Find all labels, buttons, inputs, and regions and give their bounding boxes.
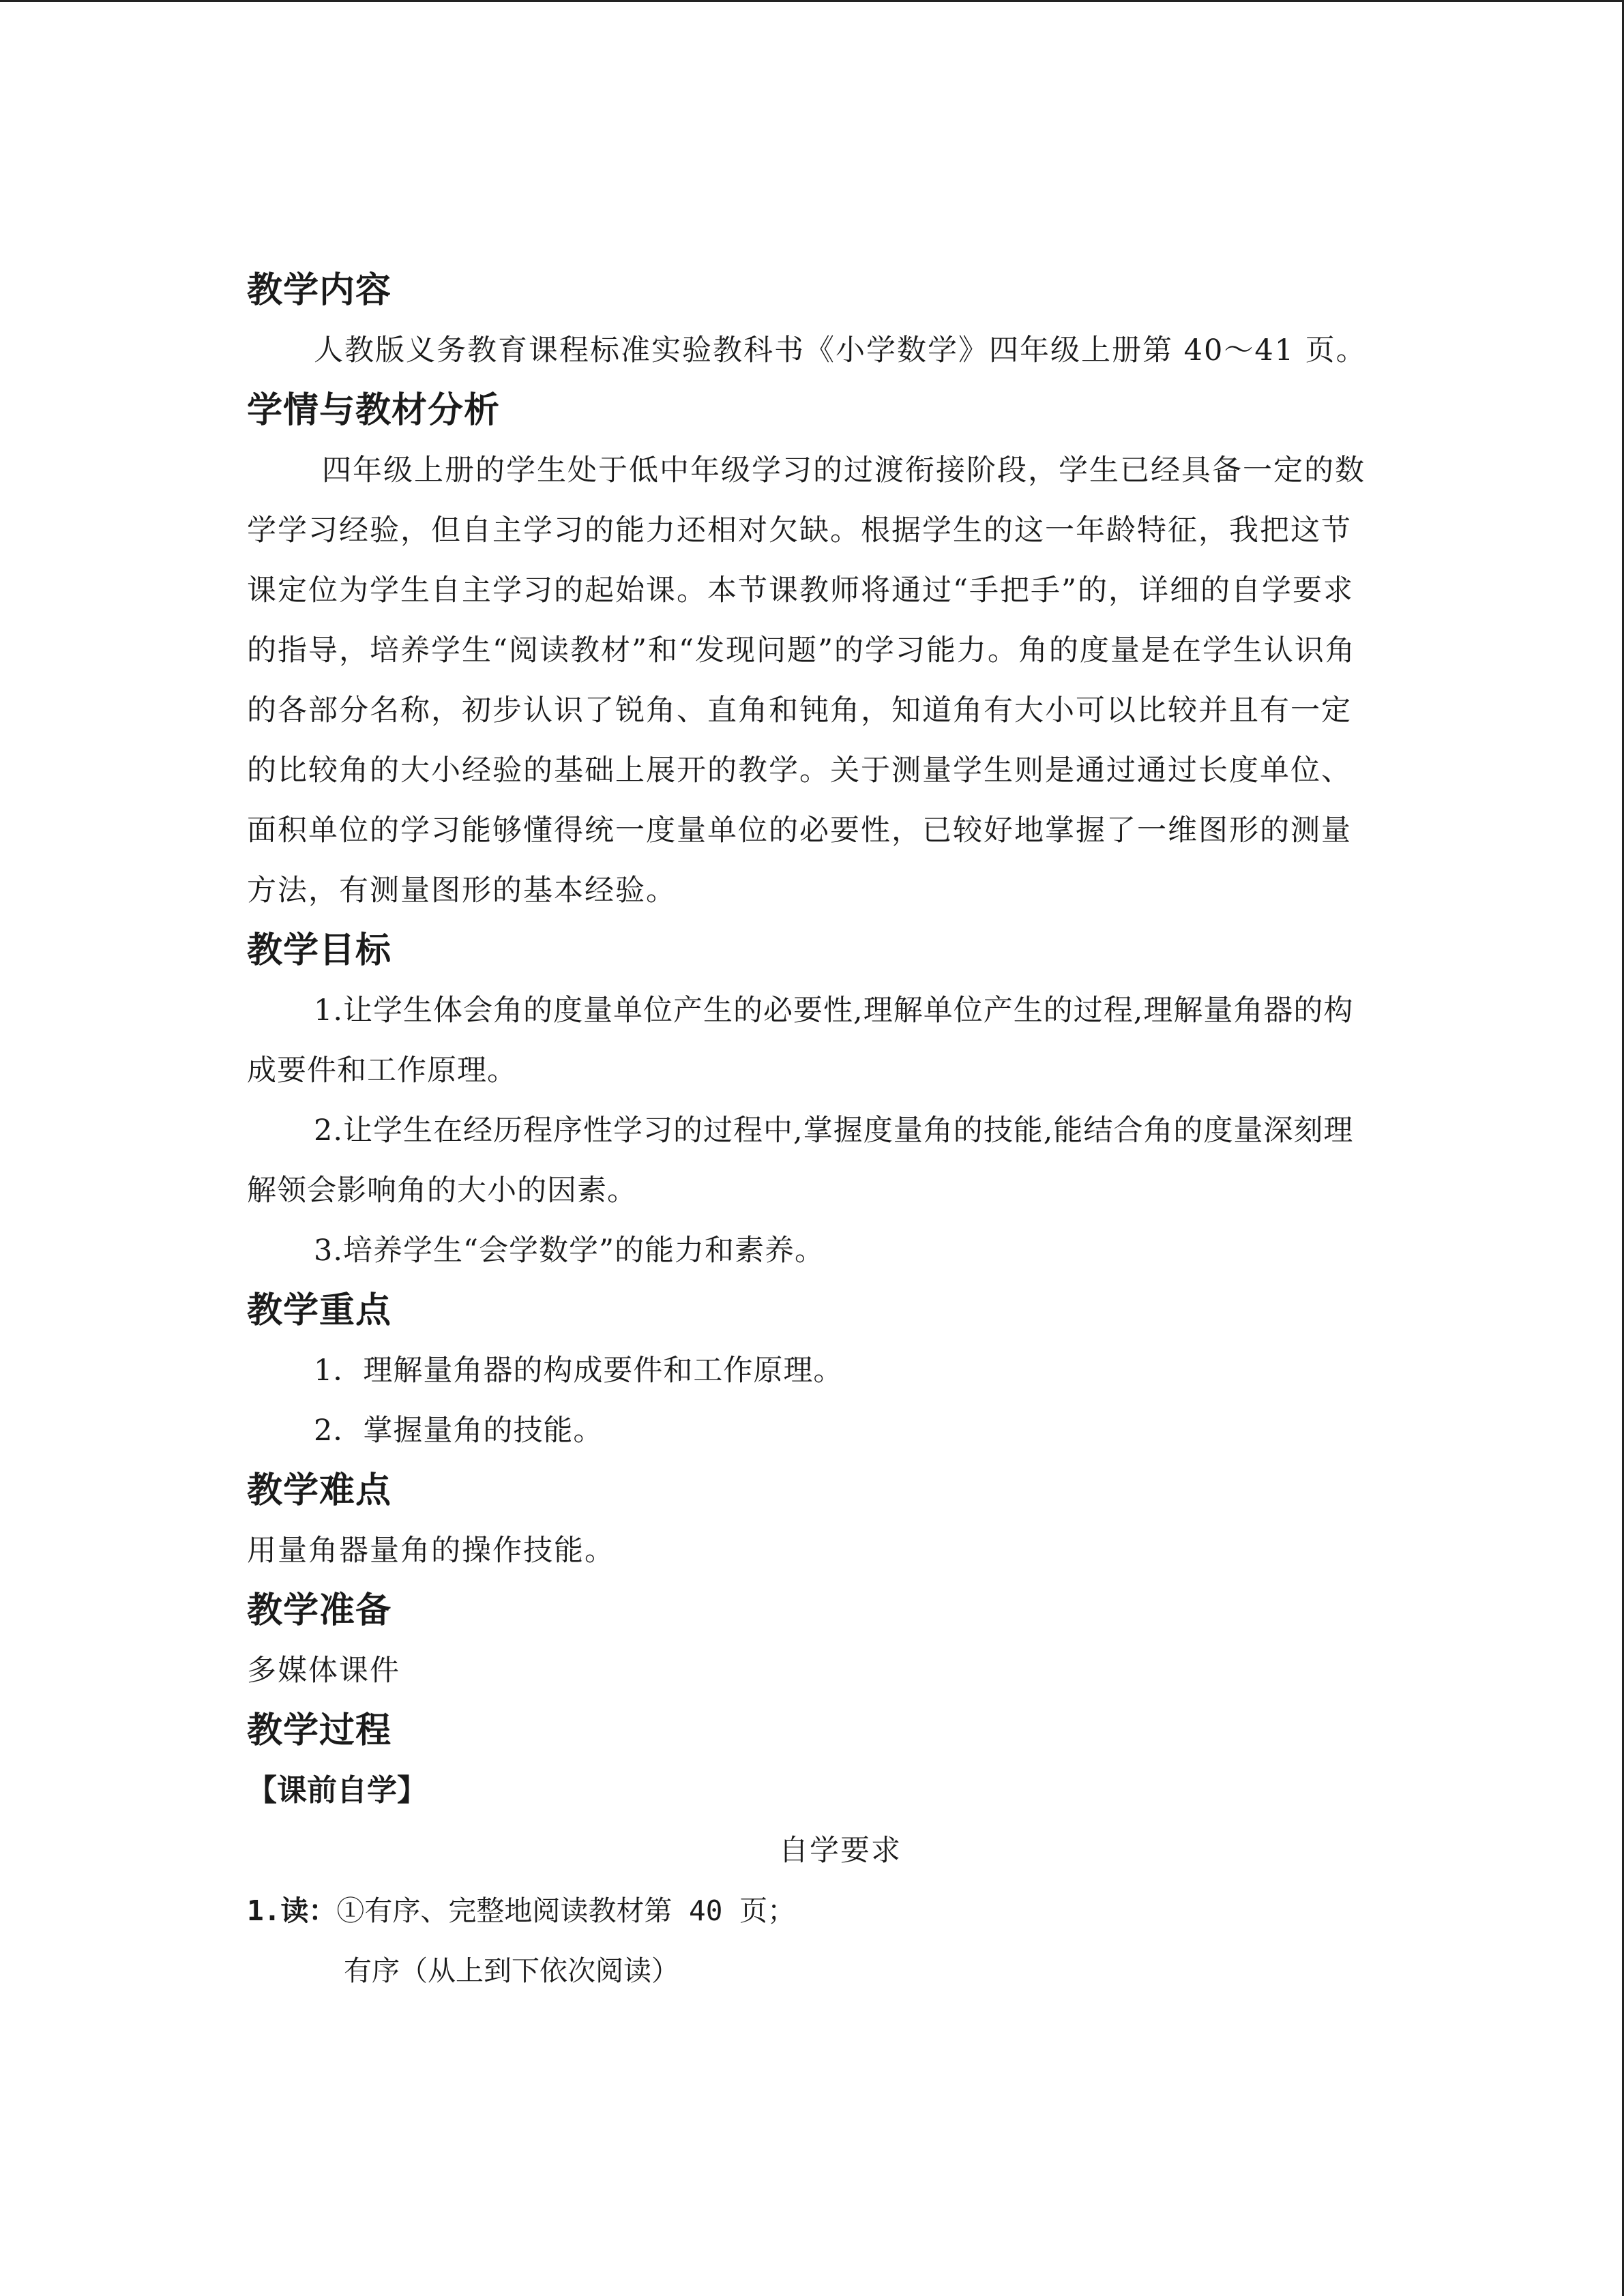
read-text: ①有序、完整地阅读教材第 40 页； (336, 1894, 796, 1927)
goal-item-2: 2.让学生在经历程序性学习的过程中,掌握度量角的技能,能结合角的度量深刻理解领会影响角的大小的因素。 (247, 1114, 1354, 1208)
read-label: 1.读： (247, 1894, 337, 1927)
page-border-top (0, 0, 1624, 2)
heading-process: 教学过程 (247, 1710, 392, 1751)
read-requirement (247, 1881, 1372, 1941)
heading-content: 教学内容 (247, 270, 392, 311)
pre-class-subheading: 【课前自学】 (247, 1773, 427, 1808)
heading-key-points: 教学重点 (247, 1290, 392, 1331)
document-body (247, 260, 1372, 2001)
heading-analysis: 学情与教材分析 (247, 390, 501, 431)
heading-preparation: 教学准备 (247, 1590, 392, 1631)
key-point-item-2: 2．掌握量角的技能。 (314, 1414, 604, 1448)
difficulty-text: 用量角器量角的操作技能。 (247, 1534, 615, 1568)
content-text: 人教版义务教育课程标准实验教科书《小学数学》四年级上册第 40～41 页。 (314, 333, 1367, 368)
read-subtext: 有序（从上到下依次阅读） (344, 1954, 679, 1987)
goal-item-3: 3.培养学生“会学数学”的能力和素养。 (314, 1234, 825, 1268)
self-study-title: 自学要求 (779, 1834, 902, 1868)
heading-goals: 教学目标 (247, 930, 392, 971)
goal-item-1: 1.让学生体会角的度量单位产生的必要性,理解单位产生的过程,理解量角器的构成要件和工作原理。 (247, 994, 1354, 1088)
preparation-text: 多媒体课件 (247, 1654, 400, 1688)
key-point-item-1: 1．理解量角器的构成要件和工作原理。 (314, 1354, 844, 1388)
heading-difficulty: 教学难点 (247, 1470, 392, 1511)
analysis-text: 四年级上册的学生处于低中年级学习的过渡衔接阶段，学生已经具备一定的数学学习经验，但自主学习的能力还相对欠缺。根据学生的这一年龄特征，我把这节课定位为学生自主学习的起始课。本节课教师将通过“手把手”的，详细的自学要求的指导，培养学生“阅读教材”和“发现问题”的学习能力。角的度量是在学生认识角的各部分名称，初步认识了锐角、直角和钝角，知道角有大小可以比较并且有一定的比较角的大小经验的基础上展开的教学。关于测量学生则是通过通过长度单位、面积单位的学习能够懂得统一度量单位的必要性，已较好地掌握了一维图形的测量方法，有测量图形的基本经验。 (247, 453, 1365, 908)
